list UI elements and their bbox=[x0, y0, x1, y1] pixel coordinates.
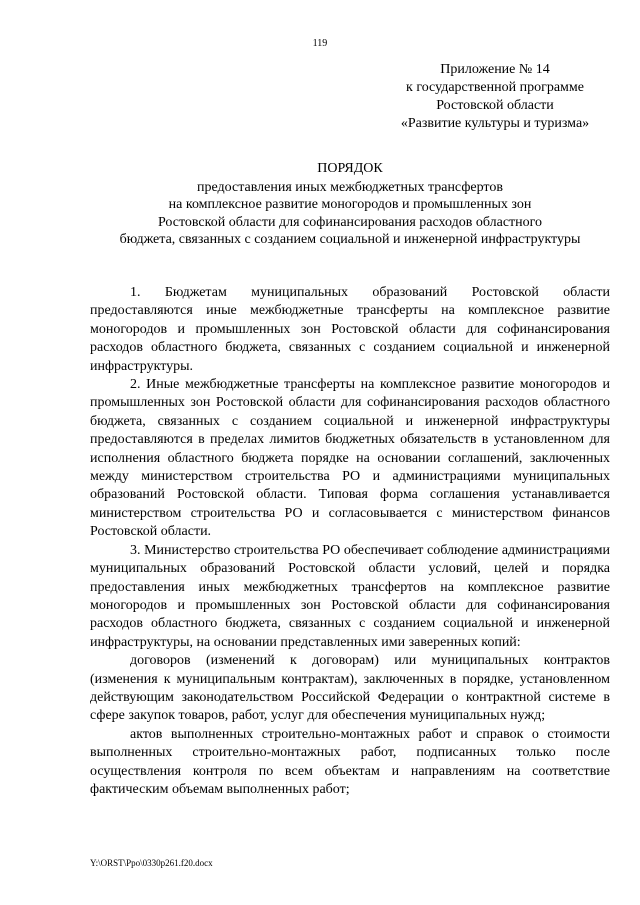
body-paragraph: актов выполненных строительно-монтажных работ и справок о стоимости выполненных строительно-монтажных работ, подписанных только после осуществления контроля по всем объектам и направлениям на соответствие фактическим объемам выполненных работ; bbox=[90, 726, 610, 797]
body-paragraph: 2. Иные межбюджетные трансферты на комплексное развитие моногородов и промышленных зон Ростовской области для софинансирования расходов областного бюджета, связанных с созданием социальной и инженерной инфраструктуры предоставляются в пределах лимитов бюджетных обязательств в установленном для исполнения областного бюджета порядке на основании соглашений, заключенных между министерством строительства РО и администрациями муниципальных образований Ростовской области. Типовая форма соглашения устанавливается министерством строительства РО и согласовывается с министерством финансов Ростовской области. bbox=[90, 377, 610, 540]
footer-file-path: Y:\ORST\Ppo\0330p261.f20.docx bbox=[90, 858, 213, 868]
appendix-line: Ростовской области bbox=[436, 98, 554, 113]
document-body bbox=[90, 284, 610, 799]
appendix-line: «Развитие культуры и туризма» bbox=[400, 116, 590, 131]
body-paragraph: 1. Бюджетам муниципальных образований Ростовской области предоставляются иные межбюджетные трансферты на комплексное развитие моногородов и промышленных зон Ростовской области для софинансирования расходов областного бюджета, связанных с созданием социальной и инженерной инфраструктуры. bbox=[90, 285, 610, 374]
appendix-header bbox=[380, 61, 610, 133]
document-title: ПОРЯДОК bbox=[317, 161, 383, 176]
document-subtitle-line: предоставления иных межбюджетных трансфертов bbox=[197, 179, 503, 195]
document-subtitle-line: Ростовской области для софинансирования расходов областного bbox=[157, 214, 543, 230]
document-subtitle-line: бюджета, связанных с созданием социальной и инженерной инфраструктуры bbox=[119, 232, 581, 247]
appendix-line: к государственной программе bbox=[406, 80, 584, 95]
document-title-block bbox=[60, 160, 640, 249]
appendix-line: Приложение № 14 bbox=[440, 62, 550, 77]
page-number: 119 bbox=[312, 38, 328, 49]
body-paragraph: договоров (изменений к договорам) или муниципальных контрактов (изменения к муниципальным контрактам), заключенных в порядке, установленном действующим законодательством Российской Федерации о контрактной системе в сфере закупок товаров, работ, услуг для обеспечения муниципальных нужд; bbox=[90, 653, 610, 724]
body-paragraph: 3. Министерство строительства РО обеспечивает соблюдение администрациями муниципальных образований Ростовской области условий, целей и порядка предоставления иных межбюджетных трансфертов на комплексное развитие моногородов и промышленных зон Ростовской области для софинансирования расходов областного бюджета, связанных с созданием социальной и инженерной инфраструктуры, на основании представленных ими заверенных копий: bbox=[90, 542, 610, 650]
document-subtitle-line: на комплексное развитие моногородов и промышленных зон bbox=[168, 197, 532, 212]
